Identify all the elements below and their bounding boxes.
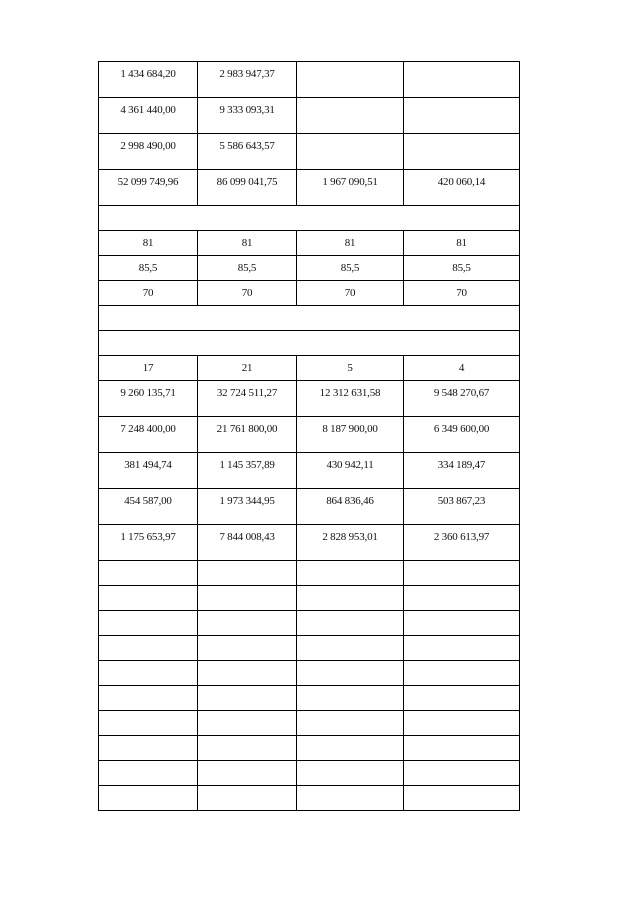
table-cell: 4 [404,356,520,381]
table-row [99,525,520,561]
table-cell: 9 260 135,71 [99,381,198,417]
table-cell [297,736,404,761]
table-row [99,356,520,381]
table-cell: 5 [297,356,404,381]
table-cell: 81 [404,231,520,256]
table-row [99,786,520,811]
table-cell: 454 587,00 [99,489,198,525]
table-cell: 70 [297,281,404,306]
table-row [99,489,520,525]
table-cell: 21 [198,356,297,381]
table-cell [198,761,297,786]
table-row [99,98,520,134]
table-cell: 2 360 613,97 [404,525,520,561]
table-cell [404,761,520,786]
table-cell [99,561,198,586]
table-cell [198,611,297,636]
table-cell: 430 942,11 [297,453,404,489]
table-cell: 32 724 511,27 [198,381,297,417]
table-cell: 9 333 093,31 [198,98,297,134]
table-cell [297,586,404,611]
table-cell [297,761,404,786]
table-cell [99,636,198,661]
table-cell: 85,5 [198,256,297,281]
table-row [99,586,520,611]
table-cell [99,736,198,761]
section-band-row [99,306,520,331]
table-cell [404,786,520,811]
table-cell: 503 867,23 [404,489,520,525]
table-cell [297,611,404,636]
data-table [98,61,520,811]
table-cell: 9 548 270,67 [404,381,520,417]
table-cell [404,711,520,736]
table-cell: 12 312 631,58 [297,381,404,417]
table-cell [297,98,404,134]
table-row [99,736,520,761]
document-page [98,61,519,811]
table-cell: 70 [198,281,297,306]
section-band-row [99,331,520,356]
table-cell: 2 983 947,37 [198,62,297,98]
section-band-cell [99,331,520,356]
table-cell [297,134,404,170]
table-cell [297,711,404,736]
table-row [99,761,520,786]
table-cell: 420 060,14 [404,170,520,206]
table-cell: 7 844 008,43 [198,525,297,561]
table-row [99,453,520,489]
table-cell: 81 [198,231,297,256]
table-cell [404,686,520,711]
table-cell: 381 494,74 [99,453,198,489]
table-cell [297,786,404,811]
table-cell: 6 349 600,00 [404,417,520,453]
table-cell [198,586,297,611]
table-row [99,711,520,736]
table-row [99,561,520,586]
table-row [99,256,520,281]
table-cell [297,686,404,711]
table-cell: 70 [99,281,198,306]
table-cell: 1 973 344,95 [198,489,297,525]
table-cell: 81 [297,231,404,256]
table-cell [99,586,198,611]
table-cell [404,134,520,170]
table-body [99,62,520,811]
table-cell [404,98,520,134]
table-cell [99,661,198,686]
table-cell [99,711,198,736]
table-cell [198,661,297,686]
table-cell: 1 175 653,97 [99,525,198,561]
table-row [99,381,520,417]
table-cell: 864 836,46 [297,489,404,525]
table-cell [297,561,404,586]
table-row [99,686,520,711]
table-cell [404,62,520,98]
table-row [99,231,520,256]
table-cell [198,711,297,736]
table-row [99,661,520,686]
table-row [99,134,520,170]
table-cell: 334 189,47 [404,453,520,489]
table-cell [404,561,520,586]
table-cell: 2 998 490,00 [99,134,198,170]
table-cell [297,62,404,98]
table-cell: 52 099 749,96 [99,170,198,206]
table-cell [99,686,198,711]
table-row [99,417,520,453]
table-cell: 7 248 400,00 [99,417,198,453]
table-cell: 85,5 [297,256,404,281]
table-cell [297,636,404,661]
table-cell [198,636,297,661]
table-row [99,62,520,98]
table-cell: 4 361 440,00 [99,98,198,134]
table-cell: 5 586 643,57 [198,134,297,170]
table-cell: 8 187 900,00 [297,417,404,453]
table-cell: 1 967 090,51 [297,170,404,206]
section-band-cell [99,306,520,331]
table-row [99,636,520,661]
table-cell: 81 [99,231,198,256]
table-cell [404,586,520,611]
table-cell [99,761,198,786]
table-cell [99,786,198,811]
table-cell: 2 828 953,01 [297,525,404,561]
table-cell [198,786,297,811]
table-cell: 1 145 357,89 [198,453,297,489]
table-row [99,281,520,306]
section-band-cell [99,206,520,231]
table-cell: 86 099 041,75 [198,170,297,206]
table-row [99,611,520,636]
table-cell [404,611,520,636]
table-cell: 85,5 [99,256,198,281]
section-band-row [99,206,520,231]
table-cell [198,736,297,761]
table-cell: 1 434 684,20 [99,62,198,98]
table-cell: 70 [404,281,520,306]
table-cell [198,561,297,586]
table-cell [404,661,520,686]
table-cell [404,636,520,661]
table-cell [99,611,198,636]
table-cell: 21 761 800,00 [198,417,297,453]
table-cell [297,661,404,686]
table-cell: 17 [99,356,198,381]
table-cell: 85,5 [404,256,520,281]
table-row [99,170,520,206]
table-cell [198,686,297,711]
table-cell [404,736,520,761]
